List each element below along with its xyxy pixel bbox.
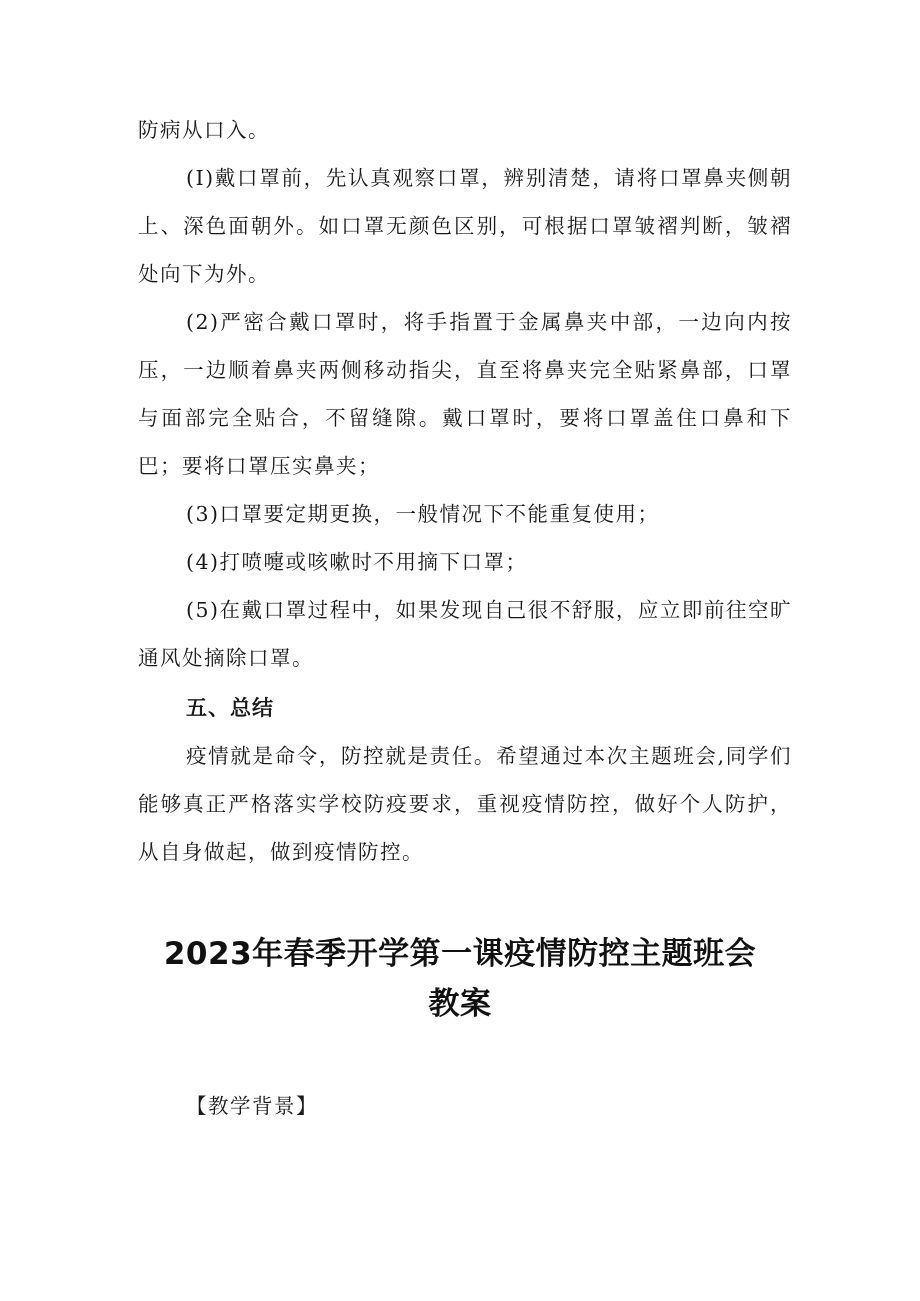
mask-step-3: (3)口罩要定期更换，一般情况下不能重复使用； (186, 502, 660, 526)
mask-step-5: (5)在戴口罩过程中，如果发现自己很不舒服，应立即前往空旷通风处摘除口罩。 (138, 598, 792, 670)
paragraph-intro: 防病从口入。 (138, 118, 270, 142)
mask-step-4: (4)打喷嚏或咳嗽时不用摘下口罩； (186, 550, 528, 574)
document-title-line-1: 2023年春季开学第一课疫情防控主题班会 (163, 936, 757, 972)
mask-step-1: (I)戴口罩前，先认真观察口罩，辨别清楚，请将口罩鼻夹侧朝上、深色面朝外。如口罩无颜色区别，可根据口罩皱褶判断，皱褶处向下为外。 (138, 166, 792, 286)
section-heading-summary: 五、总结 (186, 696, 274, 720)
summary-paragraph: 疫情就是命令，防控就是责任。希望通过本次主题班会,同学们能够真正严格落实学校防疫要求，重视疫情防控，做好个人防护，从自身做起，做到疫情防控。 (138, 744, 792, 864)
mask-step-2: (2)严密合戴口罩时，将手指置于金属鼻夹中部，一边向内按压，一边顺着鼻夹两侧移动指尖，直至将鼻夹完全贴紧鼻部，口罩与面部完全贴合，不留缝隙。戴口罩时，要将口罩盖住口鼻和下巴；要将口罩压实鼻夹； (138, 310, 792, 478)
document-title-line-2: 教案 (428, 986, 492, 1022)
section-label-teaching-background: 【教学背景】 (186, 1094, 318, 1118)
